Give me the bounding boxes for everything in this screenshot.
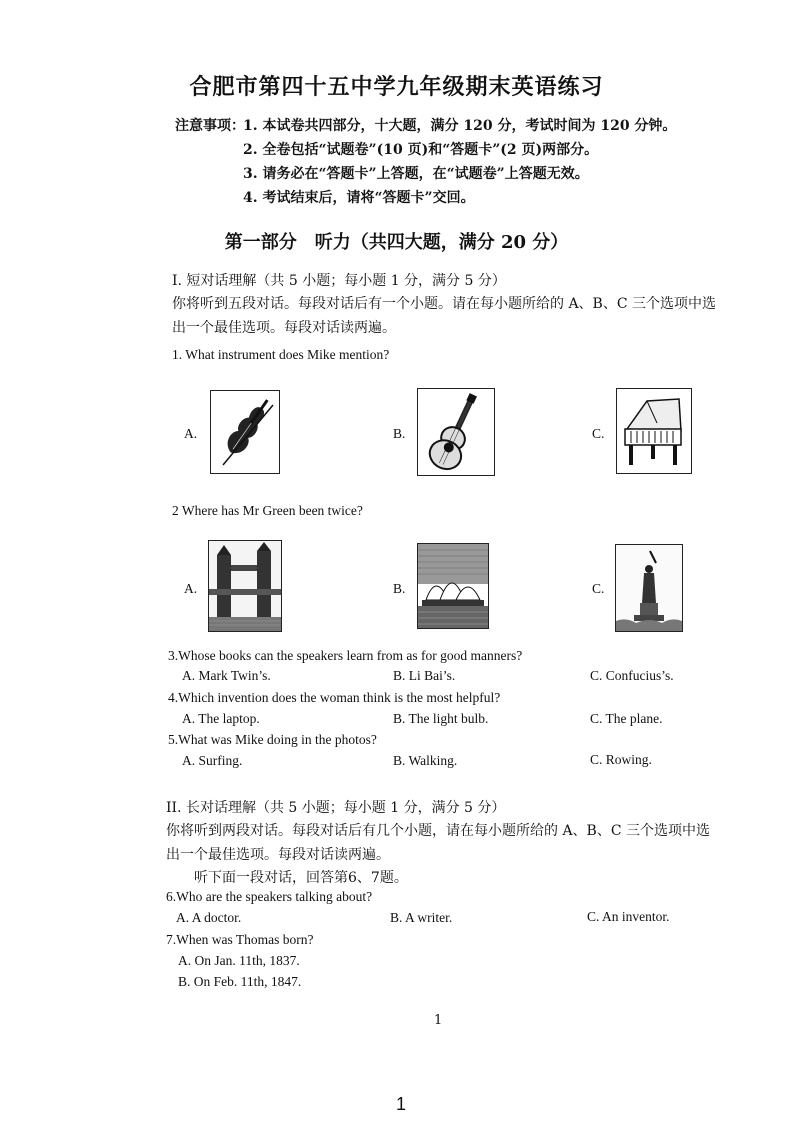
- q3-option-a: A. Mark Twin’s.: [182, 668, 271, 683]
- section2-heading: II. 长对话理解（共 5 小题；每小题 1 分，满分 5 分）: [166, 800, 506, 816]
- notes-item-4: 4. 考试结束后，请将“答题卡”交回。: [243, 190, 475, 206]
- exam-title: 合肥市第四十五中学九年级期末英语练习: [189, 74, 604, 100]
- question-5: 5.What was Mike doing in the photos?: [168, 732, 377, 747]
- notes-item-2: 2. 全卷包括“试题卷”(10 页)和“答题卡”(2 页)两部分。: [243, 142, 599, 158]
- guitar-image: [417, 388, 495, 476]
- q4-option-b: B. The light bulb.: [393, 711, 489, 726]
- q6-option-a: A. A doctor.: [176, 910, 242, 925]
- section1-instructions-1: 你将听到五段对话。每段对话后有一个小题。请在每小题所给的 A、B、C 三个选项中选: [172, 296, 717, 312]
- question-1: 1. What instrument does Mike mention?: [172, 347, 390, 362]
- q7-option-b: B. On Feb. 11th, 1847.: [178, 974, 302, 989]
- q1-option-a-label: A.: [184, 426, 198, 441]
- q4-option-c: C. The plane.: [590, 711, 663, 726]
- sydney-opera-house-image: [417, 543, 489, 629]
- page-number-inner: 1: [434, 1013, 443, 1028]
- section2-prompt: 听下面一段对话，回答第6、7题。: [194, 870, 408, 886]
- q4-option-a: A. The laptop.: [182, 711, 260, 726]
- q3-option-b: B. Li Bai’s.: [393, 668, 456, 683]
- q3-option-c: C. Confucius’s.: [590, 668, 674, 683]
- notes-item-1: 1. 本试卷共四部分，十大题，满分 120 分，考试时间为 120 分钟。: [243, 118, 677, 134]
- part1-title: 第一部分 听力（共四大题，满分 20 分）: [224, 232, 569, 253]
- question-6: 6.Who are the speakers talking about?: [166, 889, 373, 904]
- tower-bridge-image: [208, 540, 282, 632]
- section2-instructions-1: 你将听到两段对话。每段对话后有几个小题，请在每小题所给的 A、B、C 三个选项中选: [166, 823, 711, 839]
- question-3: 3.Whose books can the speakers learn from as for good manners?: [168, 648, 523, 663]
- q5-option-a: A. Surfing.: [182, 753, 243, 768]
- q6-option-c: C. An inventor.: [587, 909, 670, 924]
- statue-of-liberty-image: [615, 544, 683, 632]
- q7-option-a: A. On Jan. 11th, 1837.: [178, 953, 300, 968]
- section2-instructions-2: 出一个最佳选项。每段对话读两遍。: [166, 847, 390, 863]
- q5-option-b: B. Walking.: [393, 753, 458, 768]
- notes-label: 注意事项：: [175, 118, 245, 134]
- section1-instructions-2: 出一个最佳选项。每段对话读两遍。: [172, 320, 396, 336]
- piano-image: [616, 388, 692, 474]
- q5-option-c: C. Rowing.: [590, 752, 652, 767]
- q1-option-c-label: C.: [592, 426, 605, 441]
- section1-heading: I. 短对话理解（共 5 小题；每小题 1 分，满分 5 分）: [172, 273, 506, 289]
- q2-option-b-label: B.: [393, 581, 406, 596]
- q6-option-b: B. A writer.: [390, 910, 453, 925]
- notes-item-3: 3. 请务必在“答题卡”上答题，在“试题卷”上答题无效。: [243, 166, 589, 182]
- question-4: 4.Which invention does the woman think is the most helpful?: [168, 690, 501, 705]
- violin-image: [210, 390, 280, 474]
- question-7: 7.When was Thomas born?: [166, 932, 314, 947]
- q1-option-b-label: B.: [393, 426, 406, 441]
- q2-option-a-label: A.: [184, 581, 198, 596]
- question-2: 2 Where has Mr Green been twice?: [172, 503, 363, 518]
- q2-option-c-label: C.: [592, 581, 605, 596]
- page-number-outer: 1: [396, 1094, 407, 1114]
